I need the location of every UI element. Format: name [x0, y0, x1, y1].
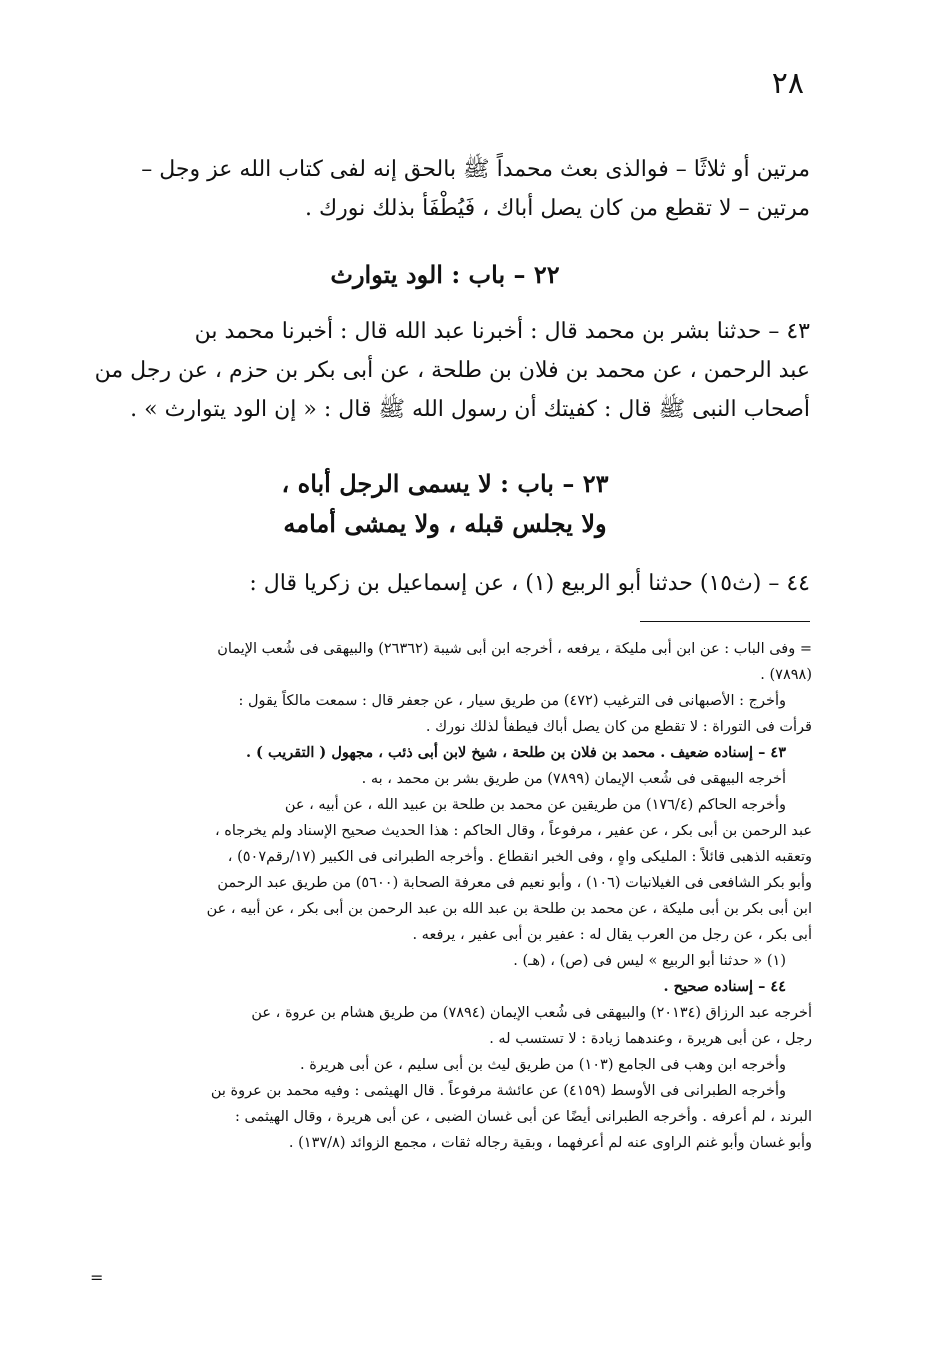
- footnote-line: قرأت فى التوراة : لا تقطع من كان يصل أباك فيطفأ لذلك نورك .: [425, 719, 812, 735]
- footnote-line: ٤٣ – إسناده ضعيف . محمد بن فلان بن طلحة ، شيخ لابن أبى ذئب ، مجهول ( التقريب ) .: [245, 744, 786, 761]
- footnote-line: وأبو بكر الشافعى فى الغيلانيات (١٠٦) ، وأبو نعيم فى معرفة الصحابة (٥٦٠٠) من طريق عبد الرحمن: [217, 875, 812, 891]
- heading-line: ٢٣ – باب : لا يسمى الرجل أباه ،: [281, 469, 609, 498]
- continuation-marker: =: [90, 1268, 104, 1287]
- footnote-line: أبى بكر ، عن رجل من العرب يقال له : عفير بن أبى عفير ، يرفعه .: [412, 927, 812, 943]
- footnote-line: وأخرجه ابن وهب فى الجامع (١٠٣) من طريق ليث بن أبى سليم ، عن أبى هريرة .: [299, 1057, 786, 1073]
- footnote-line: أخرجه عبد الرزاق (٢٠١٣٤) والبيهقى فى شُعب الإيمان (٧٨٩٤) من طريق هشام بن عروة ، عن: [251, 1005, 812, 1021]
- paragraph-hadith-44: [80, 564, 810, 603]
- footnote-line: = وفى الباب : عن ابن أبى مليكة ، يرفعه ، أخرجه ابن أبى شيبة (٢٦٣٦٢) والبيهقى فى شُعب الإيمان: [217, 641, 812, 657]
- text-line: مرتين أو ثلاثًا – فوالذى بعث محمداً ﷺ بالحق إنه لفى كتاب الله عز وجل –: [141, 157, 810, 182]
- text-line: عبد الرحمن ، عن محمد بن فلان بن طلحة ، عن أبى بكر بن حزم ، عن رجل من: [94, 358, 810, 383]
- page-number: ٢٨: [771, 66, 804, 101]
- text-line: أصحاب النبى ﷺ قال : كفيتك أن رسول الله ﷺ قال : « إن الود يتوارث » .: [130, 397, 810, 422]
- footnote-line: (٧٨٩٨) .: [760, 667, 812, 683]
- footnote-line: البرند ، لم أعرفه . وأخرجه الطبرانى أيضًا عن أبى غسان الضبى ، عن أبى هريرة ، وقال الهيثمى :: [235, 1109, 812, 1125]
- footnote-line: أخرجه البيهقى فى شُعب الإيمان (٧٨٩٩) من طريق بشر بن محمد ، به .: [361, 771, 786, 787]
- footnote-line: عبد الرحمن بن أبى بكر ، عن عفير ، مرفوعاً ، وقال الحاكم : هذا الحديث صحيح الإسناد ولم يخرجاه ،: [214, 823, 812, 839]
- text-line: ٤٣ – حدثنا بشر بن محمد قال : أخبرنا عبد الله قال : أخبرنا محمد بن: [194, 319, 810, 344]
- footnote-line: وأخرجه الطبرانى فى الأوسط (٤١٥٩) عن عائشة مرفوعاً . قال الهيثمى : وفيه محمد بن عروة بن: [210, 1083, 786, 1099]
- text-line: مرتين – لا تقطع من كان يصل أباك ، فَيُطْفَأ بذلك نورك .: [305, 196, 810, 221]
- text-line: ٤٤ – (ث١٥) حدثنا أبو الربيع (١) ، عن إسماعيل بن زكريا قال :: [249, 571, 810, 596]
- paragraph-intro: [80, 150, 810, 228]
- footnote-separator: [640, 621, 810, 622]
- footnote-line: وأبو غسان وأبو غنم الراوى عنه لم أعرفهما ، وبقية رجاله ثقات ، مجمع الزوائد (١٣٧/٨) .: [288, 1135, 812, 1151]
- footnotes: [86, 636, 812, 1156]
- footnote-line: وأخرجه الحاكم (١٧٦/٤) من طريقين عن محمد بن طلحة بن عبيد الله ، عن أبيه ، عن: [284, 797, 786, 813]
- footnote-line: ابن أبى بكر بن أبى مليكة ، عن محمد بن طلحة بن عبد الله بن عبد الرحمن بن أبى بكر ، عن أبيه ، عن: [206, 901, 812, 917]
- footnote-line: رجل ، عن أبى هريرة ، وعندهما زيادة : لا تستسب له .: [489, 1031, 812, 1047]
- footnote-line: ٤٤ – إسناده صحيح .: [663, 978, 786, 995]
- chapter-heading-23: [80, 464, 810, 544]
- heading-line: ولا يجلس قبله ، ولا يمشى أمامه: [283, 509, 607, 538]
- footnote-line: وأخرج : الأصبهانى فى الترغيب (٤٧٢) من طريق سيار ، عن جعفر قال : سمعت مالكاً يقول :: [238, 693, 786, 709]
- paragraph-hadith-43: [80, 312, 810, 429]
- footnote-line: وتعقبه الذهبى قائلاً : المليكى واهٍ ، وفى الخبر انقطاع . وأخرجه الطبرانى فى الكبير (١٧/رقم٥٠٧) ،: [227, 849, 812, 865]
- footnote-line: (١) « حدثنا أبو الربيع » ليس فى (ص) ، (هـ) .: [513, 953, 786, 969]
- chapter-heading-22: ٢٢ – باب : الود يتوارث: [330, 260, 560, 289]
